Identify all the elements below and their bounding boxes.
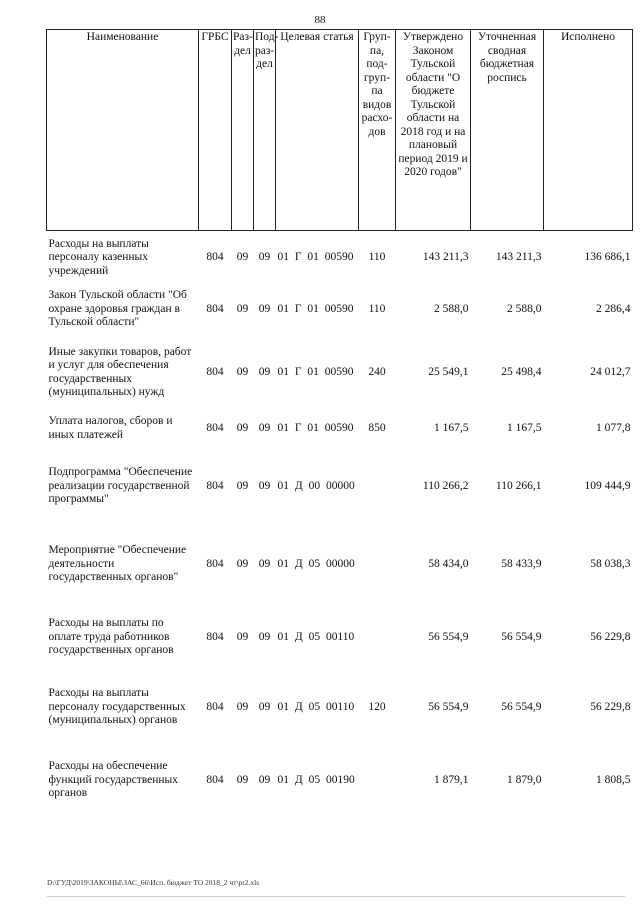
table-row (47, 335, 633, 411)
row-executed: 1 077,8 (596, 421, 631, 434)
row-podrazdel: 09 (258, 630, 271, 643)
divider (47, 896, 625, 897)
row-name: Мероприятие "Обеспечение деятельности государственных органов" (48, 544, 187, 584)
row-refined: 143 211,3 (495, 251, 542, 263)
row-group (359, 743, 396, 819)
row-podrazdel: 09 (258, 479, 271, 492)
row-executed: 136 686,1 (584, 251, 631, 263)
row-approved: 56 554,9 (428, 700, 469, 713)
table-row (47, 231, 633, 285)
row-refined: 25 498,4 (501, 365, 542, 378)
row-executed: 1 808,5 (596, 773, 631, 786)
row-refined: 58 433,9 (501, 557, 542, 570)
header-group: Груп-па, под-груп-па видов расхо-дов (359, 30, 396, 231)
row-razdel: 09 (236, 630, 249, 643)
row-podrazdel: 09 (258, 773, 271, 786)
table-row (47, 743, 633, 819)
row-grbs: 804 (206, 251, 224, 263)
row-razdel: 09 (236, 773, 249, 786)
row-grbs: 804 (206, 773, 224, 786)
row-executed: 56 229,8 (590, 700, 631, 713)
row-group: 120 (368, 700, 386, 713)
row-grbs: 804 (206, 365, 224, 378)
row-target: 01 Г 01 00590 (277, 421, 354, 434)
page-number: 88 (314, 14, 326, 26)
row-name: Подпрограмма "Обеспечение реализации государственной программы" (48, 466, 193, 506)
header-executed: Исполнено (544, 30, 633, 231)
row-grbs: 804 (206, 302, 224, 315)
row-razdel: 09 (236, 479, 249, 492)
row-razdel: 09 (236, 557, 249, 570)
row-podrazdel: 09 (258, 365, 271, 378)
row-group (359, 447, 396, 527)
row-group: 110 (368, 302, 386, 315)
table-row (47, 527, 633, 603)
row-refined: 56 554,9 (501, 630, 542, 643)
row-target: 01 Г 01 00590 (277, 251, 354, 263)
row-podrazdel: 09 (258, 557, 271, 570)
row-name: Закон Тульской области "Об охране здоровья граждан в Тульской области" (48, 289, 187, 329)
row-name: Уплата налогов, сборов и иных платежей (48, 415, 173, 441)
header-podrazdel: Под-раз-дел (254, 30, 276, 231)
row-refined: 2 588,0 (507, 302, 542, 315)
row-name: Расходы на обеспечение функций государственных органов (48, 760, 179, 800)
row-name: Расходы на выплаты по оплате труда работников государственных органов (48, 617, 174, 657)
row-grbs: 804 (206, 557, 224, 570)
row-refined: 1 167,5 (507, 421, 542, 434)
row-target: 01 Д 00 00000 (277, 479, 355, 492)
row-grbs: 804 (206, 700, 224, 713)
row-grbs: 804 (206, 630, 224, 643)
table-row (47, 285, 633, 335)
row-podrazdel: 09 (258, 251, 271, 263)
row-approved: 110 266,2 (422, 479, 469, 492)
row-razdel: 09 (236, 302, 249, 315)
row-refined: 56 554,9 (501, 700, 542, 713)
row-executed: 109 444,9 (584, 479, 631, 492)
row-approved: 25 549,1 (428, 365, 469, 378)
row-group (359, 527, 396, 603)
row-grbs: 804 (206, 421, 224, 434)
row-group: 850 (368, 421, 386, 434)
row-target: 01 Г 01 00590 (277, 365, 354, 378)
row-name: Расходы на выплаты персоналу государственных (муниципальных) органов (48, 687, 186, 727)
header-approved: Утверждено Законом Тульской области "О бюджете Тульской области на 2018 год и на плановый период 2019 и 2020 годов" (396, 30, 471, 231)
row-executed: 24 012,7 (590, 365, 631, 378)
row-razdel: 09 (236, 251, 249, 263)
file-path-footer: D:\ГУД\2019\ЗАКОНЫ\ЗАС_66\Исп. бюджет ТО 2018_2 чт\pr2.xls (47, 878, 260, 887)
row-target: 01 Д 05 00110 (277, 700, 355, 713)
table-row (47, 673, 633, 743)
row-podrazdel: 09 (258, 302, 271, 315)
row-target: 01 Г 01 00590 (277, 302, 354, 315)
row-group: 110 (368, 251, 386, 263)
row-podrazdel: 09 (258, 700, 271, 713)
row-approved: 2 588,0 (434, 302, 469, 315)
row-razdel: 09 (236, 421, 249, 434)
table-row (47, 411, 633, 447)
row-approved: 143 211,3 (422, 251, 469, 263)
row-name: Иные закупки товаров, работ и услуг для обеспечения государственных (муниципальных) нужд (48, 345, 192, 398)
row-razdel: 09 (236, 700, 249, 713)
row-podrazdel: 09 (258, 421, 271, 434)
row-approved: 1 879,1 (434, 773, 469, 786)
row-target: 01 Д 05 00110 (277, 630, 355, 643)
row-group (359, 603, 396, 673)
row-refined: 1 879,0 (507, 773, 542, 786)
header-name: Наименование (47, 30, 199, 231)
row-target: 01 Д 05 00000 (277, 557, 355, 570)
row-name: Расходы на выплаты персоналу казенных учреждений (48, 237, 149, 277)
row-refined: 110 266,1 (495, 479, 542, 492)
header-refined: Уточненная сводная бюджетная роспись (471, 30, 544, 231)
table-header-row (47, 30, 633, 231)
budget-table (46, 29, 633, 819)
row-approved: 56 554,9 (428, 630, 469, 643)
row-approved: 1 167,5 (434, 421, 469, 434)
row-razdel: 09 (236, 365, 249, 378)
row-grbs: 804 (206, 479, 224, 492)
row-target: 01 Д 05 00190 (277, 773, 355, 786)
row-executed: 2 286,4 (596, 302, 631, 315)
header-target: Целевая статья (276, 30, 359, 231)
row-approved: 58 434,0 (428, 557, 469, 570)
row-executed: 58 038,3 (590, 557, 631, 570)
header-grbs: ГРБС (199, 30, 232, 231)
table-row (47, 447, 633, 527)
table-row (47, 603, 633, 673)
header-razdel: Раз-дел (232, 30, 254, 231)
row-group: 240 (368, 365, 386, 378)
row-executed: 56 229,8 (590, 630, 631, 643)
